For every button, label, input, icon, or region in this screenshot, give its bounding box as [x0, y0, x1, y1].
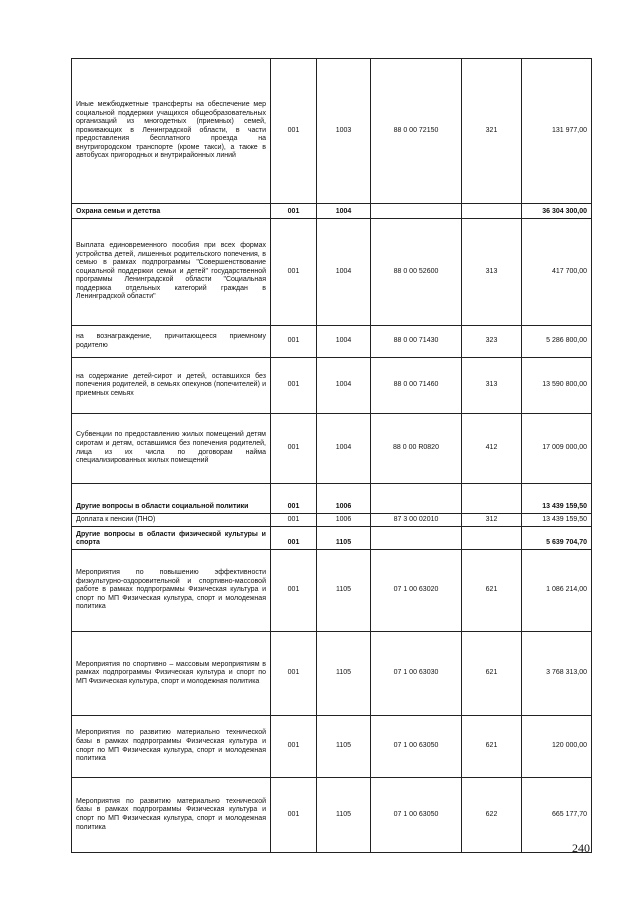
row-csr: [371, 484, 462, 514]
table-row: [72, 219, 592, 326]
row-name: Субвенции по предоставлению жилых помещений детям сиротам и детям, оставшимся без попечения родителей, лица из их числа по договорам найма специализированных жилых помещений: [72, 414, 271, 484]
row-name: Доплата к пенсии (ПНО): [72, 514, 271, 527]
section-name: Другие вопросы в области социальной политики: [72, 484, 271, 514]
row-csr: [371, 204, 462, 219]
section-sum: 13 439 159,50: [522, 484, 592, 514]
section-row: [72, 484, 592, 514]
row-vr: 313: [462, 219, 522, 326]
row-grbs: 001: [271, 219, 317, 326]
row-grbs: 001: [271, 414, 317, 484]
page-number: 240: [572, 841, 590, 855]
row-name: на вознаграждение, причитающееся приемному родителю: [72, 326, 271, 358]
row-name: Иные межбюджетные трансферты на обеспечение мер социальной поддержки учащихся общеобразовательных организаций из многодетных (приемных) семей, проживающих в Ленинградской области, в части предоставления бесплатного проезда на внутригородском транспорте (кроме такси), а также в автобусах пригородных и внутрирайонных линий: [72, 59, 271, 204]
row-sum: 5 286 800,00: [522, 326, 592, 358]
row-csr: 88 0 00 52600: [371, 219, 462, 326]
row-grbs: 001: [271, 778, 317, 853]
row-csr: 07 1 00 63050: [371, 716, 462, 778]
row-rzpr: 1006: [317, 514, 371, 527]
row-sum: 131 977,00: [522, 59, 592, 204]
row-grbs: 001: [271, 484, 317, 514]
row-name: Мероприятия по спортивно – массовым мероприятиям в рамках подпрограммы Физическая культура и спорт по МП Физическая культура, спорт и молодежная политика: [72, 632, 271, 716]
table-row: [72, 716, 592, 778]
row-vr: [462, 527, 522, 550]
row-grbs: 001: [271, 632, 317, 716]
row-rzpr: 1004: [317, 204, 371, 219]
table-row: [72, 326, 592, 358]
row-sum: 17 009 000,00: [522, 414, 592, 484]
row-sum: 665 177,70: [522, 778, 592, 853]
row-rzpr: 1004: [317, 414, 371, 484]
section-row: [72, 527, 592, 550]
row-csr: [371, 527, 462, 550]
row-sum: 13 590 800,00: [522, 358, 592, 414]
section-sum: 5 639 704,70: [522, 527, 592, 550]
row-vr: 412: [462, 414, 522, 484]
row-name: Мероприятия по развитию материально технической базы в рамках подпрограммы Физическая культура и спорт по МП Физическая культура, спорт и молодежная политика: [72, 778, 271, 853]
row-rzpr: 1105: [317, 716, 371, 778]
row-vr: 312: [462, 514, 522, 527]
row-rzpr: 1105: [317, 778, 371, 853]
budget-table: [71, 58, 592, 853]
row-sum: 13 439 159,50: [522, 514, 592, 527]
row-vr: 621: [462, 632, 522, 716]
row-csr: 87 3 00 02010: [371, 514, 462, 527]
row-sum: 1 086 214,00: [522, 550, 592, 632]
row-name: Мероприятия по развитию материально технической базы в рамках подпрограммы Физическая культура и спорт по МП Физическая культура, спорт и молодежная политика: [72, 716, 271, 778]
row-name: Мероприятия по повышению эффективности физкультурно-оздоровительной и спортивно-массовой работе в рамках подпрограммы Физическая культура и спорт по МП Физическая культура, спорт и молодежная политика: [72, 550, 271, 632]
row-csr: 88 0 00 R0820: [371, 414, 462, 484]
row-vr: 621: [462, 716, 522, 778]
row-vr: 323: [462, 326, 522, 358]
section-sum: 36 304 300,00: [522, 204, 592, 219]
table-row: [72, 514, 592, 527]
row-sum: 417 700,00: [522, 219, 592, 326]
row-vr: 622: [462, 778, 522, 853]
row-csr: 07 1 00 63020: [371, 550, 462, 632]
row-csr: 07 1 00 63030: [371, 632, 462, 716]
table-row: [72, 778, 592, 853]
row-rzpr: 1105: [317, 632, 371, 716]
row-rzpr: 1004: [317, 358, 371, 414]
row-name: на содержание детей-сирот и детей, оставшихся без попечения родителей, в семьях опекунов (попечителей) и приемных семьях: [72, 358, 271, 414]
row-rzpr: 1003: [317, 59, 371, 204]
table-row: [72, 358, 592, 414]
row-rzpr: 1105: [317, 527, 371, 550]
row-csr: 88 0 00 71460: [371, 358, 462, 414]
row-rzpr: 1105: [317, 550, 371, 632]
row-rzpr: 1006: [317, 484, 371, 514]
section-name: Охрана семьи и детства: [72, 204, 271, 219]
section-row: [72, 204, 592, 219]
row-rzpr: 1004: [317, 219, 371, 326]
row-csr: 88 0 00 71430: [371, 326, 462, 358]
row-vr: 313: [462, 358, 522, 414]
row-vr: [462, 484, 522, 514]
table-row: [72, 632, 592, 716]
table-row: [72, 59, 592, 204]
row-csr: 88 0 00 72150: [371, 59, 462, 204]
section-name: Другие вопросы в области физической культуры и спорта: [72, 527, 271, 550]
row-sum: 3 768 313,00: [522, 632, 592, 716]
row-vr: 621: [462, 550, 522, 632]
row-rzpr: 1004: [317, 326, 371, 358]
row-grbs: 001: [271, 59, 317, 204]
row-grbs: 001: [271, 358, 317, 414]
row-vr: [462, 204, 522, 219]
row-grbs: 001: [271, 326, 317, 358]
row-name: Выплата единовременного пособия при всех формах устройства детей, лишенных родительского попечения, в семью в рамках подпрограммы "Совершенствование социальной поддержки семьи и детей" государственной программы Ленинградской области "Социальная поддержка отдельных категорий граждан в Ленинградской области": [72, 219, 271, 326]
row-vr: 321: [462, 59, 522, 204]
row-grbs: 001: [271, 716, 317, 778]
row-csr: 07 1 00 63050: [371, 778, 462, 853]
row-grbs: 001: [271, 514, 317, 527]
row-grbs: 001: [271, 527, 317, 550]
table-row: [72, 414, 592, 484]
row-sum: 120 000,00: [522, 716, 592, 778]
table-row: [72, 550, 592, 632]
row-grbs: 001: [271, 204, 317, 219]
row-grbs: 001: [271, 550, 317, 632]
